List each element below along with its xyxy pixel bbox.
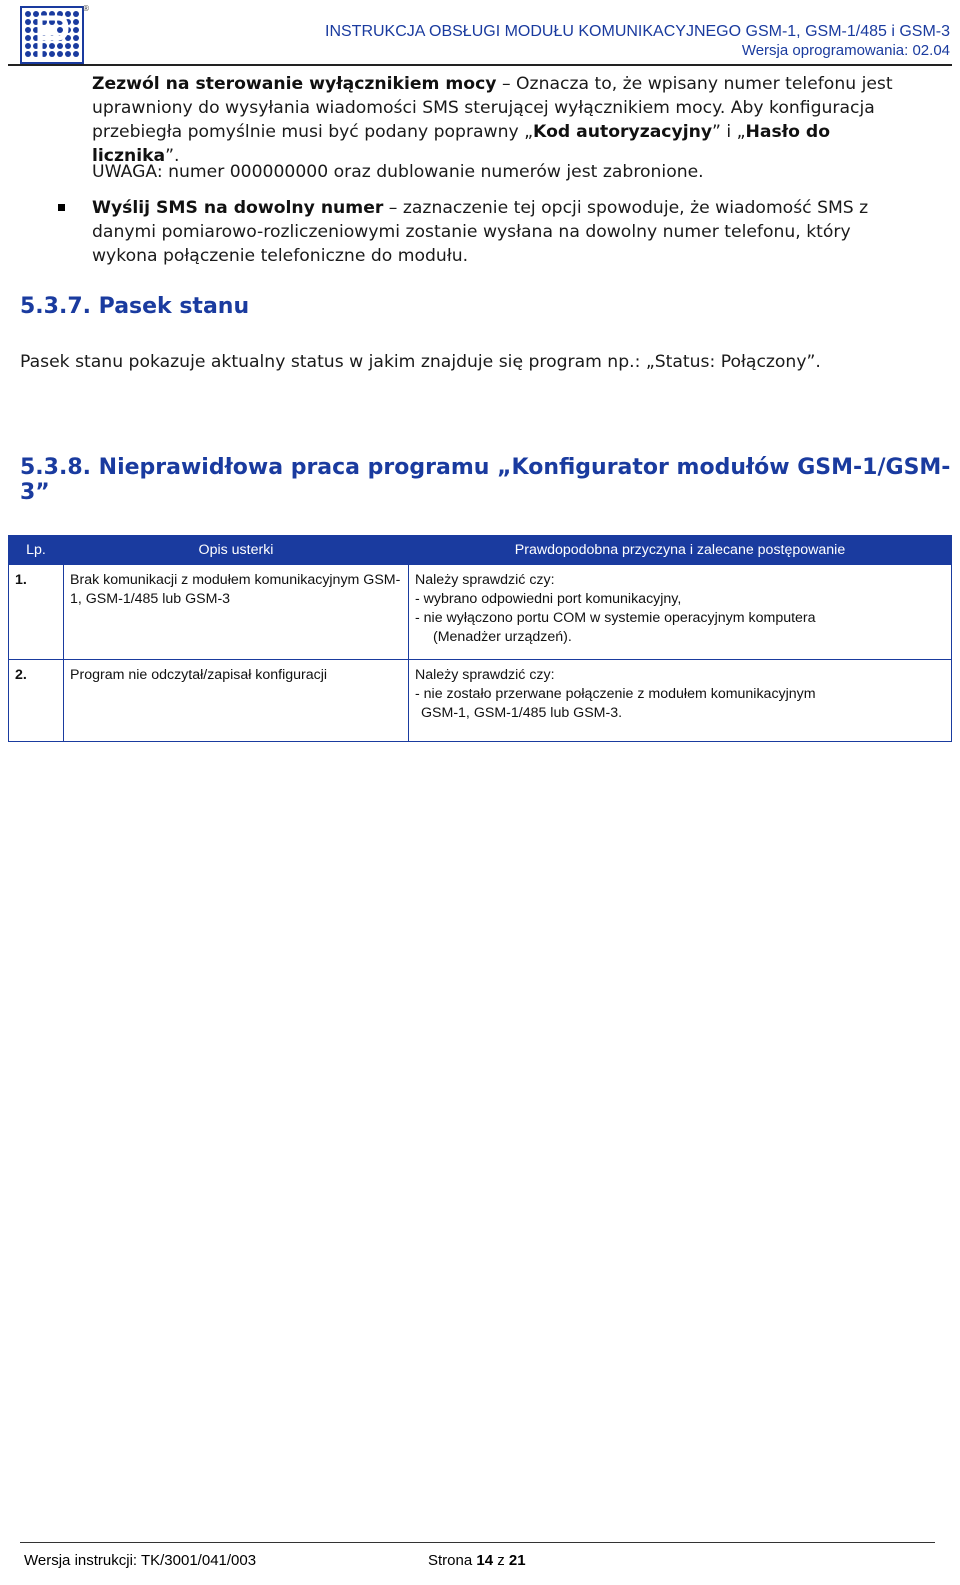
warning-note: UWAGA: numer 000000000 oraz dublowanie numerów jest zabronione. xyxy=(92,162,704,182)
section-heading-5-3-7: 5.3.7. Pasek stanu xyxy=(20,294,250,319)
row-number: 2. xyxy=(9,660,64,742)
row-number: 1. xyxy=(9,565,64,660)
send-sms-description: Wyślij SMS na dowolny numer – zaznaczenie tej opcji spowoduje, że wiadomość SMS z danymi pomiarowo-rozliczeniowymi zostanie wysłana na dowolny numer telefonu, który wykona połączenie telefoniczne do modułu. xyxy=(92,198,869,266)
status-bar-description: Pasek stanu pokazuje aktualny status w jakim znajduje się program np.: „Status: Połączony”. xyxy=(20,352,821,372)
company-logo-icon xyxy=(20,6,84,64)
registered-mark: ® xyxy=(82,4,90,13)
footer-doc-version: Wersja instrukcji: TK/3001/041/003 xyxy=(24,1552,257,1569)
table-row xyxy=(9,660,952,742)
section-heading-5-3-8: 5.3.8. Nieprawidłowa praca programu „Konfigurator modułów GSM-1/GSM-3” xyxy=(20,455,951,505)
table-row xyxy=(9,565,952,660)
footer-divider xyxy=(20,1542,935,1543)
footer-page-number: Strona 14 z 21 xyxy=(428,1552,526,1569)
column-header-przyczyna: Prawdopodobna przyczyna i zalecane postępowanie xyxy=(409,536,952,565)
row-remedy: Należy sprawdzić czy: - nie zostało przerwane połączenie z modułem komunikacyjnym GSM-1, GSM-1/485 lub GSM-3. xyxy=(409,660,952,742)
bullet-icon xyxy=(58,204,65,211)
header-divider xyxy=(8,64,952,66)
column-header-opis: Opis usterki xyxy=(64,536,409,565)
table-header-row xyxy=(9,536,952,565)
troubleshooting-table xyxy=(8,535,952,742)
header-title: INSTRUKCJA OBSŁUGI MODUŁU KOMUNIKACYJNEGO GSM-1, GSM-1/485 i GSM-3 xyxy=(325,23,950,40)
row-remedy: Należy sprawdzić czy: - wybrano odpowiedni port komunikacyjny, - nie wyłączono portu COM w systemie operacyjnym komputera (Menadżer urządzeń). xyxy=(409,565,952,660)
power-switch-description: Zezwól na sterowanie wyłącznikiem mocy – Oznacza to, że wpisany numer telefonu jest uprawniony do wysyłania wiadomości SMS sterującej wyłącznikiem mocy. Aby konfiguracja przebiegła pomyślnie musi być podany poprawny „Kod autoryzacyjny” i „Hasło do licznika”. xyxy=(92,74,893,166)
row-description: Program nie odczytał/zapisał konfiguracji xyxy=(64,660,409,742)
page-header xyxy=(0,0,960,68)
row-description: Brak komunikacji z modułem komunikacyjnym GSM-1, GSM-1/485 lub GSM-3 xyxy=(64,565,409,660)
header-version: Wersja oprogramowania: 02.04 xyxy=(741,42,950,59)
column-header-lp: Lp. xyxy=(9,536,64,565)
